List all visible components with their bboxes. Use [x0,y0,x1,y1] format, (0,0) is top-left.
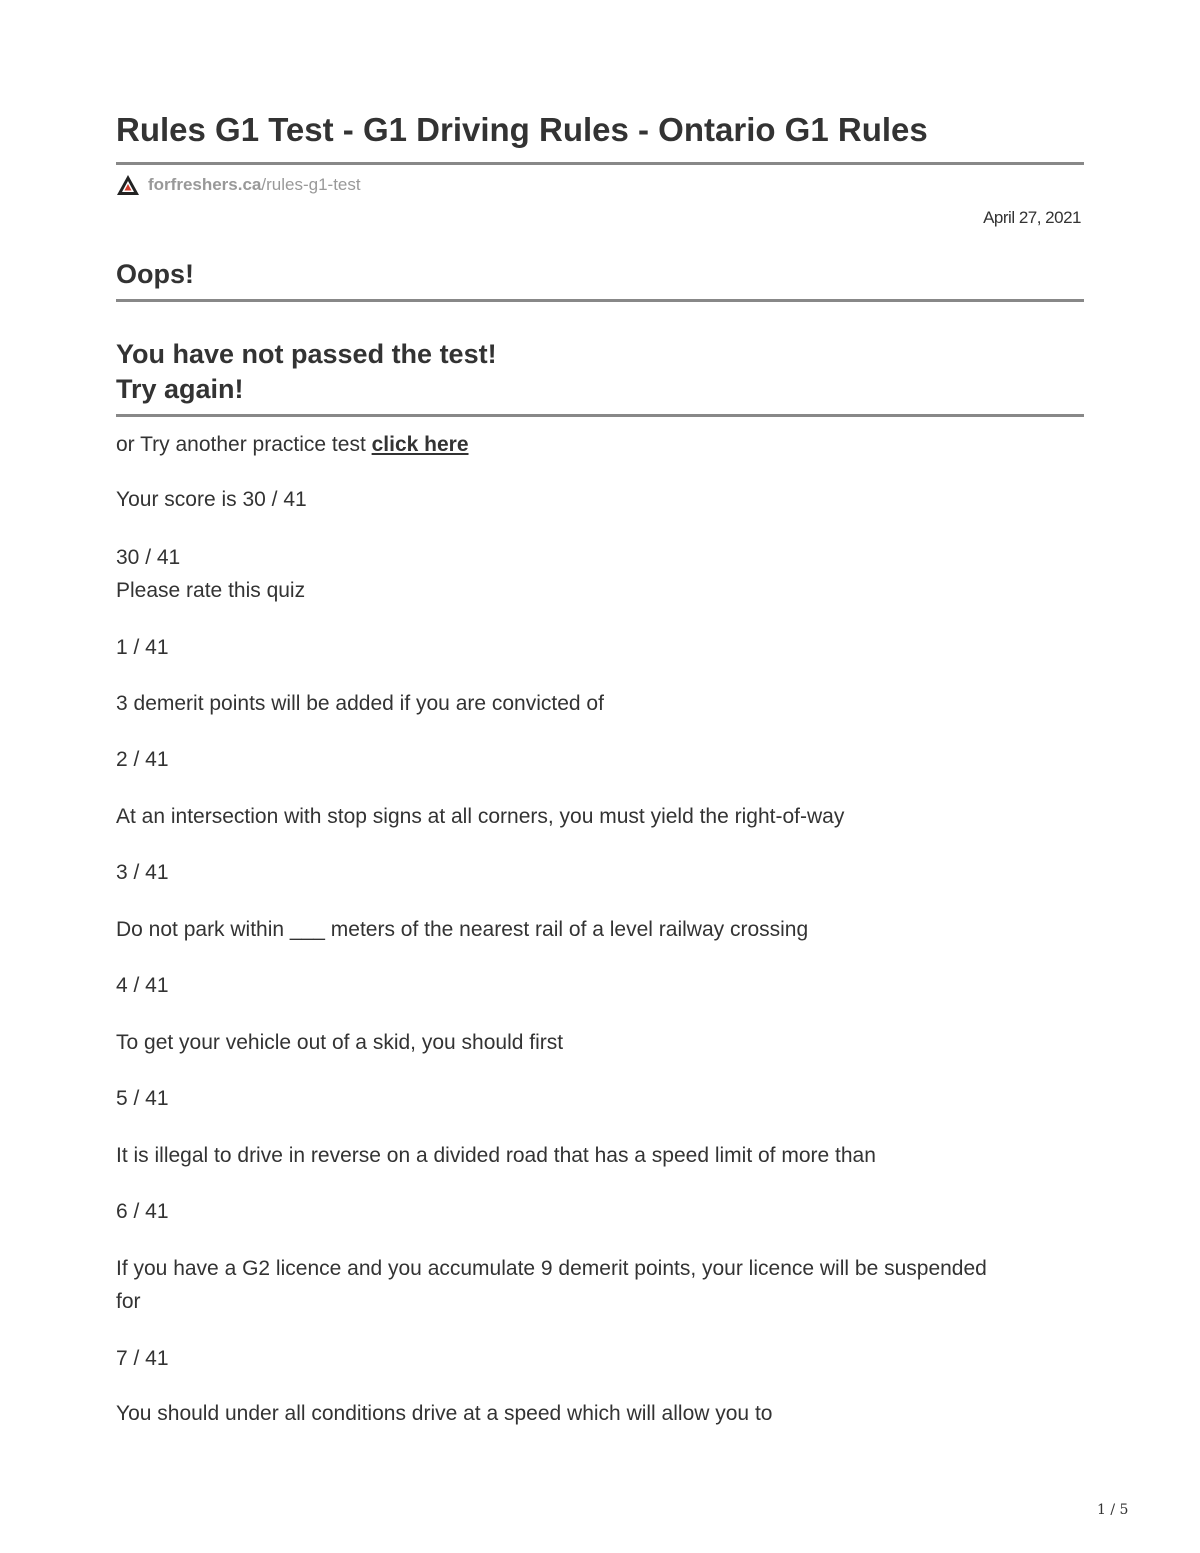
page-title: Rules G1 Test - G1 Driving Rules - Ontario G1 Rules [116,111,928,148]
page-number: 1 / 5 [1097,1502,1129,1518]
question-text: It is illegal to drive in reverse on a divided road that has a speed limit of more than [116,1144,876,1167]
document-page [116,0,1084,1553]
question-counter: 1 / 41 [116,636,169,659]
source-line [116,172,361,198]
publish-date: April 27, 2021 [983,208,1081,227]
result-message-line2: Try again! [116,374,244,404]
score-text: Your score is 30 / 41 [116,488,307,511]
rate-prompt: Please rate this quiz [116,579,306,602]
question-text: If you have a G2 licence and you accumulate 9 demerit points, your licence will be suspended for [116,1257,987,1313]
retry-line [116,428,469,461]
question-counter: 7 / 41 [116,1347,169,1370]
result-heading-divider [116,299,1084,302]
result-message-line1: You have not passed the test! [116,339,497,369]
retry-link[interactable]: click here [371,433,469,456]
question-counter: 2 / 41 [116,748,169,771]
question-counter: 5 / 41 [116,1087,169,1110]
result-heading: Oops! [116,259,194,289]
result-message-divider [116,414,1084,417]
site-logo-icon [116,173,140,197]
question-text: To get your vehicle out of a skid, you should first [116,1031,564,1054]
source-path: /rules-g1-test [261,175,361,194]
source-domain-link[interactable]: forfreshers.ca [148,175,262,194]
question-text: 3 demerit points will be added if you are convicted of [116,692,604,715]
question-counter: 3 / 41 [116,861,169,884]
question-text: At an intersection with stop signs at all corners, you must yield the right-of-way [116,805,845,828]
score-value: 30 / 41 [116,546,181,569]
question-text: You should under all conditions drive at a speed which will allow you to [116,1402,773,1425]
question-text: Do not park within ___ meters of the nearest rail of a level railway crossing [116,918,809,941]
retry-prefix: or Try another practice test [116,433,372,456]
question-counter: 4 / 41 [116,974,169,997]
question-counter: 6 / 41 [116,1200,169,1223]
title-divider [116,162,1084,165]
